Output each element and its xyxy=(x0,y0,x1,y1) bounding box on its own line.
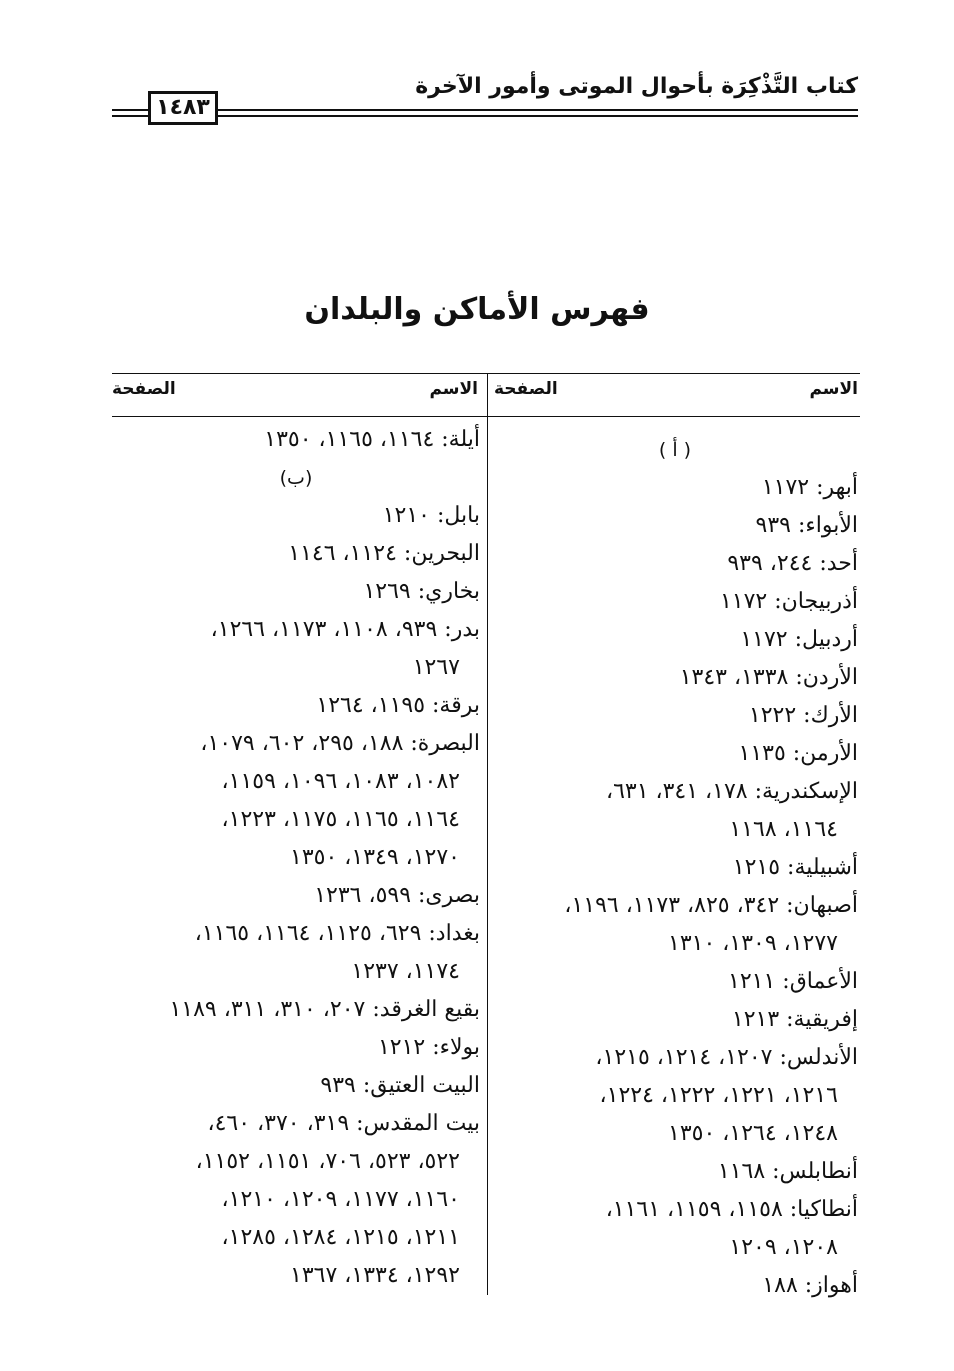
left-name-header: الاسم xyxy=(429,379,478,399)
section-letter-alif: ( أ ) xyxy=(658,439,692,461)
index-entry: الإسكندرية: ١٧٨، ٣٤١، ٦٣١، xyxy=(605,779,858,804)
index-entry: أنطابلس: ١١٦٨ xyxy=(717,1159,858,1184)
index-entry-continuation: ١٠٨٢، ١٠٨٣، ١٠٩٦، ١١٥٩، xyxy=(221,769,460,794)
table-top-rule xyxy=(112,373,860,374)
index-entry: الأردن: ١٣٣٨، ١٣٤٣ xyxy=(679,665,858,690)
index-entry: الأبواء: ٩٣٩ xyxy=(755,513,858,538)
index-entry: الأندلس: ١٢٠٧، ١٢١٤، ١٢١٥، xyxy=(595,1045,858,1070)
index-entry: أردبيل: ١١٧٢ xyxy=(740,627,858,652)
index-entry-continuation: ٥٢٢، ٥٢٣، ٧٠٦، ١١٥١، ١١٥٢، xyxy=(195,1149,460,1174)
column-divider xyxy=(487,373,488,1295)
index-entry-continuation: ١٢٦٧ xyxy=(412,655,460,680)
index-entry: البحرين: ١١٢٤، ١١٤٦ xyxy=(288,541,480,566)
index-entry: البيت العتيق: ٩٣٩ xyxy=(320,1073,480,1098)
index-entry: بيت المقدس: ٣١٩، ٣٧٠، ٤٦٠، xyxy=(207,1111,480,1136)
index-entry: أنطاكيا: ١١٥٨، ١١٥٩، ١١٦١، xyxy=(605,1197,858,1222)
index-entry-continuation: ١٢٤٨، ١٢٦٤، ١٣٥٠ xyxy=(668,1121,838,1146)
right-index-column xyxy=(492,431,858,1305)
index-entry: برقة: ١١٩٥، ١٢٦٤ xyxy=(316,693,480,718)
header-rule xyxy=(112,115,148,117)
left-page-header: الصفحة xyxy=(112,379,176,399)
index-entry-continuation: ١٢٠٨، ١٢٠٩ xyxy=(729,1235,838,1260)
index-entry: أذربيجان: ١١٧٢ xyxy=(719,589,858,614)
index-entry: أشبيلية: ١٢١٥ xyxy=(732,855,858,880)
right-page-header: الصفحة xyxy=(494,379,558,399)
right-name-header: الاسم xyxy=(809,379,858,399)
index-entry: أبهر: ١١٧٢ xyxy=(761,475,858,500)
left-index-column xyxy=(112,421,480,1295)
index-entry: بابل: ١٢١٠ xyxy=(382,503,480,528)
book-title: كتاب التَّذْكِرَة بأحوال الموتى وأمور الآخرة xyxy=(415,74,858,99)
index-entry: أحد: ٢٤٤، ٩٣٩ xyxy=(727,551,858,576)
index-entry: بدر: ٩٣٩، ١١٠٨، ١١٧٣، ١٢٦٦، xyxy=(210,617,480,642)
index-entry: بغداد: ٦٢٩، ١١٢٥، ١١٦٤، ١١٦٥، xyxy=(194,921,480,946)
index-entry: بخاري: ١٢٦٩ xyxy=(363,579,480,604)
index-entry-continuation: ١٢٧٠، ١٣٤٩، ١٣٥٠ xyxy=(290,845,460,870)
index-entry-continuation: ١١٧٤، ١٢٣٧ xyxy=(351,959,460,984)
index-entry-continuation: ١٢١١، ١٢١٥، ١٢٨٤، ١٢٨٥، xyxy=(221,1225,460,1250)
index-entry: أصبهان: ٣٤٢، ٨٢٥، ١١٧٣، ١١٩٦، xyxy=(564,893,858,918)
index-entry-continuation: ١١٦٤، ١١٦٨ xyxy=(729,817,838,842)
index-entry-continuation: ١٢١٦، ١٢٢١، ١٢٢٢، ١٢٢٤، xyxy=(599,1083,838,1108)
index-entry: الأرك: ١٢٢٢ xyxy=(748,703,858,728)
index-entry: أهواز: ١٨٨ xyxy=(762,1273,858,1298)
index-entry: الأعماق: ١٢١١ xyxy=(728,969,858,994)
header-rule xyxy=(112,109,148,111)
index-entry-continuation: ١٢٩٢، ١٣٣٤، ١٣٦٧ xyxy=(290,1263,460,1288)
index-entry-continuation: ١١٦٠، ١١٧٧، ١٢٠٩، ١٢١٠، xyxy=(221,1187,460,1212)
table-header-rule xyxy=(112,416,860,417)
index-entry: البصرة: ١٨٨، ٢٩٥، ٦٠٢، ١٠٧٩، xyxy=(200,731,480,756)
index-title: فهرس الأماكن والبلدان xyxy=(304,292,650,327)
index-entry: أيلة: ١١٦٤، ١١٦٥، ١٣٥٠ xyxy=(264,427,480,452)
index-entry: بقيع الغرقد: ٢٠٧، ٣١٠، ٣١١، ١١٨٩ xyxy=(169,997,480,1022)
section-letter-ba: (ب) xyxy=(279,467,313,489)
header-rule xyxy=(218,109,858,111)
header-rule xyxy=(218,115,858,117)
index-entry: بولاء: ١٢١٢ xyxy=(377,1035,480,1060)
page-number: ١٤٨٣ xyxy=(148,91,218,125)
index-entry: إفريقية: ١٢١٣ xyxy=(731,1007,858,1032)
index-entry: الأرمن: ١١٣٥ xyxy=(738,741,858,766)
index-entry-continuation: ١١٦٤، ١١٦٥، ١١٧٥، ١٢٢٣، xyxy=(221,807,460,832)
index-entry-continuation: ١٢٧٧، ١٣٠٩، ١٣١٠ xyxy=(668,931,838,956)
index-entry: بصرى: ٥٩٩، ١٢٣٦ xyxy=(314,883,480,908)
